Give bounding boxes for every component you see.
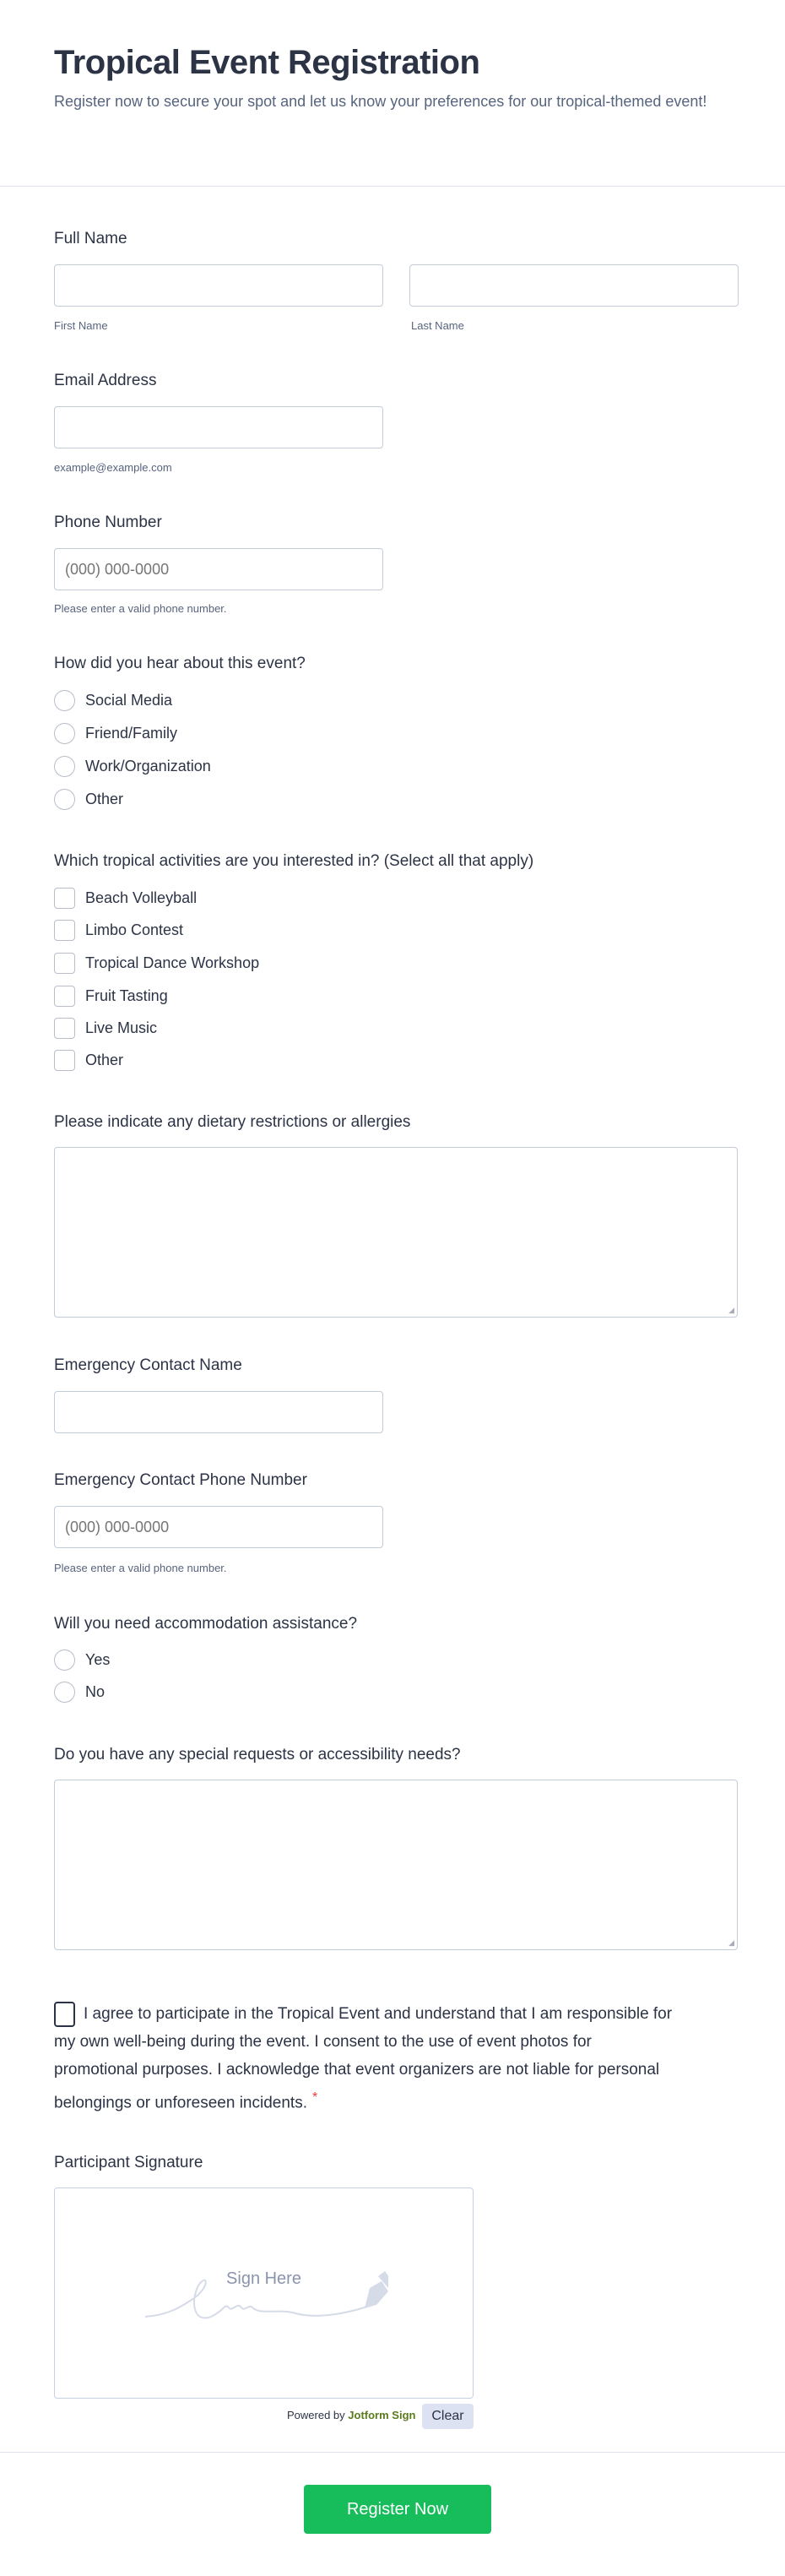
consent-checkbox[interactable] — [54, 2002, 75, 2027]
emergency-name-label: Emergency Contact Name — [54, 1356, 242, 1374]
signature-label: Participant Signature — [54, 2154, 203, 2171]
checkbox-option[interactable] — [54, 985, 168, 1007]
activities-label: Which tropical activities are you interested in? (Select all that apply) — [54, 852, 534, 870]
checkbox[interactable] — [54, 953, 75, 974]
option-label: No — [85, 1682, 106, 1700]
signature-placeholder: Sign Here — [226, 2269, 301, 2288]
signature-pad[interactable] — [54, 2187, 474, 2399]
emergency-phone-label: Emergency Contact Phone Number — [54, 1471, 307, 1489]
radio-option[interactable] — [54, 1649, 110, 1671]
first-name-sublabel: First Name — [54, 319, 108, 332]
checkbox[interactable] — [54, 1018, 75, 1039]
radio-option[interactable] — [54, 1681, 105, 1703]
email-input[interactable] — [54, 406, 383, 448]
option-label: Tropical Dance Workshop — [85, 954, 260, 971]
radio-button[interactable] — [54, 756, 75, 777]
email-label: Email Address — [54, 372, 157, 389]
option-label: Work/Organization — [85, 757, 211, 774]
brand-link[interactable]: Jotform Sign — [348, 2409, 416, 2421]
option-label: Limbo Contest — [85, 921, 184, 938]
option-label: Live Music — [85, 1019, 158, 1036]
checkbox[interactable] — [54, 888, 75, 909]
full-name-label: Full Name — [54, 230, 127, 247]
footer-divider — [0, 2452, 785, 2453]
checkbox[interactable] — [54, 1050, 75, 1071]
checkbox-option[interactable] — [54, 952, 259, 974]
last-name-sublabel: Last Name — [411, 319, 464, 332]
email-hint: example@example.com — [54, 461, 172, 474]
special-requests-textarea[interactable] — [54, 1780, 738, 1950]
checkbox-option[interactable] — [54, 1049, 123, 1071]
special-requests-label: Do you have any special requests or accessibility needs? — [54, 1746, 461, 1764]
resize-handle-icon[interactable]: ◢ — [728, 1938, 734, 1947]
checkbox-option[interactable] — [54, 887, 197, 909]
phone-hint: Please enter a valid phone number. — [54, 602, 227, 615]
consent-text: I agree to participate in the Tropical Event and understand that I am responsible for my own well-being during the event. I consent to the use of event photos for promotional purposes. I acknowledge that event organizers are not liable for personal belongings or unforeseen incidents. — [54, 2005, 673, 2112]
emergency-phone-input[interactable] — [54, 1506, 383, 1548]
checkbox[interactable] — [54, 986, 75, 1007]
option-label: Other — [85, 1051, 124, 1068]
phone-input[interactable] — [54, 548, 383, 590]
radio-button[interactable] — [54, 723, 75, 744]
signature-scribble-icon — [143, 2264, 388, 2332]
option-label: Social Media — [85, 691, 173, 709]
checkbox-option[interactable] — [54, 919, 183, 941]
consent-field — [54, 2000, 679, 2117]
radio-option[interactable] — [54, 689, 172, 711]
last-name-input[interactable] — [409, 264, 739, 307]
option-label: Fruit Tasting — [85, 986, 168, 1004]
dietary-label: Please indicate any dietary restrictions or allergies — [54, 1113, 411, 1131]
radio-option[interactable] — [54, 788, 123, 810]
radio-button[interactable] — [54, 789, 75, 810]
radio-option[interactable] — [54, 722, 177, 744]
checkbox[interactable] — [54, 920, 75, 941]
emergency-phone-hint: Please enter a valid phone number. — [54, 1562, 227, 1574]
checkbox-option[interactable] — [54, 1017, 157, 1039]
radio-option[interactable] — [54, 755, 211, 777]
radio-button[interactable] — [54, 1649, 75, 1671]
powered-by — [287, 2409, 415, 2421]
option-label: Yes — [85, 1650, 111, 1668]
required-mark: * — [311, 2090, 318, 2105]
emergency-name-input[interactable] — [54, 1391, 383, 1433]
resize-handle-icon[interactable]: ◢ — [728, 1306, 734, 1314]
page-title: Tropical Event Registration — [54, 44, 480, 81]
page-subtitle: Register now to secure your spot and let us know your preferences for our tropical-themed event! — [54, 93, 707, 110]
hear-about-label: How did you hear about this event? — [54, 655, 306, 672]
option-label: Beach Volleyball — [85, 889, 198, 906]
phone-label: Phone Number — [54, 514, 162, 531]
clear-signature-button[interactable]: Clear — [422, 2404, 474, 2429]
radio-button[interactable] — [54, 1682, 75, 1703]
register-now-button[interactable]: Register Now — [304, 2485, 491, 2534]
first-name-input[interactable] — [54, 264, 383, 307]
header-divider — [0, 186, 785, 187]
option-label: Friend/Family — [85, 724, 178, 742]
accommodation-label: Will you need accommodation assistance? — [54, 1615, 358, 1633]
radio-button[interactable] — [54, 690, 75, 711]
dietary-textarea[interactable] — [54, 1147, 738, 1318]
powered-by-text: Powered by — [287, 2409, 345, 2421]
option-label: Other — [85, 790, 124, 807]
